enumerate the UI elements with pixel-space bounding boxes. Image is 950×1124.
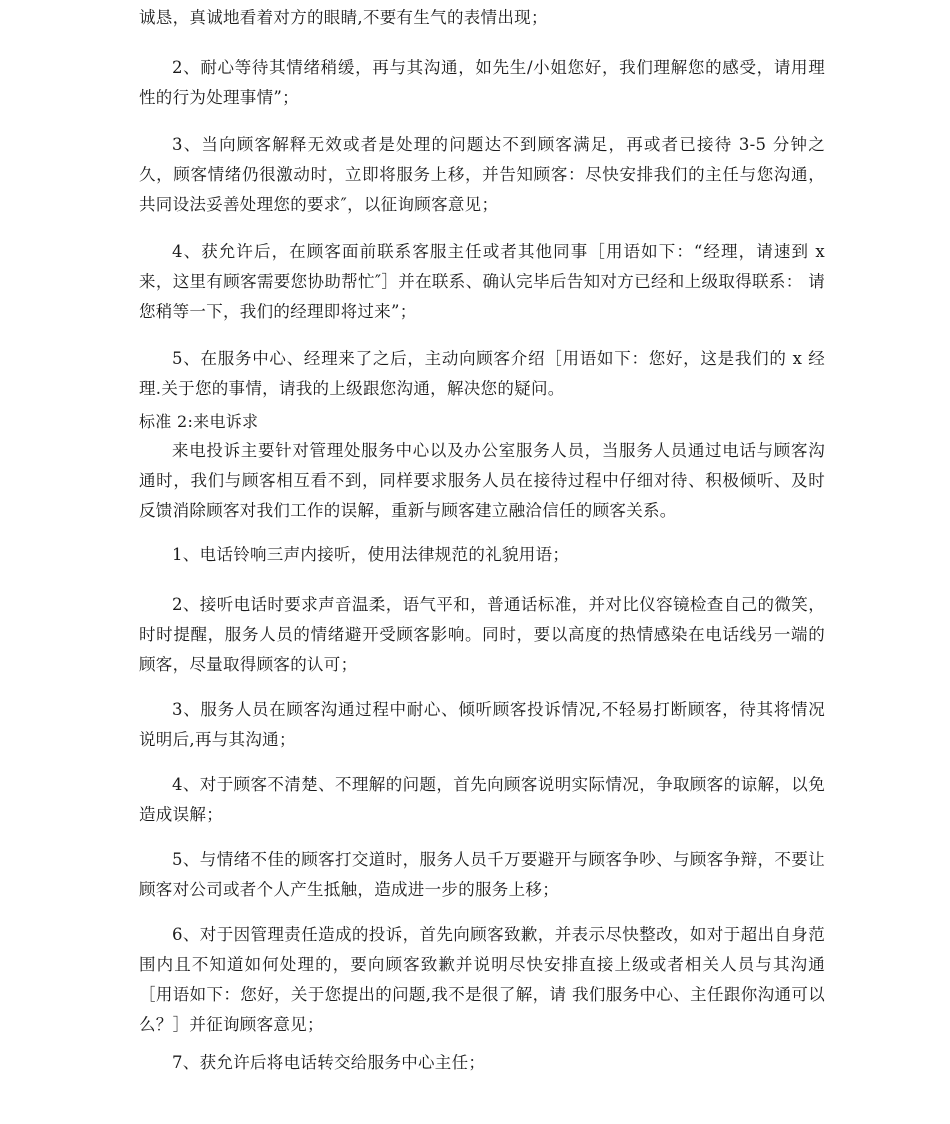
- phone-step-4: 4、对于顾客不清楚、不理解的问题，首先向顾客说明实际情况，争取顾客的谅解，以免造成误解；: [139, 775, 825, 824]
- phone-step-5: 5、与情绪不佳的顾客打交道时，服务人员千万要避开与顾客争吵、与顾客争辩，不要让顾客对公司或者个人产生抵触，造成进一步的服务上移；: [139, 850, 825, 899]
- phone-step-1: 1、电话铃响三声内接听，使用法律规范的礼貌用语；: [172, 545, 570, 564]
- phone-step-3: 3、服务人员在顾客沟通过程中耐心、倾听顾客投诉情况,不轻易打断顾客，待其将情况说明后,再与其沟通；: [139, 700, 825, 749]
- paragraph-step-5: 5、在服务中心、经理来了之后，主动向顾客介绍［用语如下：您好，这是我们的 x 经理.关于您的事情，请我的上级跟您沟通，解决您的疑问。: [139, 349, 825, 398]
- paragraph-step-4: 4、获允许后，在顾客面前联系客服主任或者其他同事［用语如下：“经理，请速到 x 来，这里有顾客需要您协助帮忙″］并在联系、确认完毕后告知对方已经和上级取得联系： 请您稍等一下，我们的经理即将过来”；: [139, 242, 825, 321]
- paragraph-step-2: 2、耐心等待其情绪稍缓，再与其沟通，如先生/小姐您好，我们理解您的感受，请用理性的行为处理事情”；: [139, 58, 825, 107]
- phone-step-7: 7、获允许后将电话转交给服务中心主任；: [172, 1053, 486, 1072]
- section-heading: 标准 2:来电诉求: [139, 412, 259, 431]
- paragraph-continuation: 诚恳，真诚地看着对方的眼睛,不要有生气的表情出现；: [139, 8, 548, 27]
- phone-step-6: 6、对于因管理责任造成的投诉，首先向顾客致歉，并表示尽快整改，如对于超出自身范围内且不知道如何处理的，要向顾客致歉并说明尽快安排直接上级或者相关人员与其沟通［用语如下：您好，关于您提出的问题,我不是很了解，请 我们服务中心、主任跟你沟通可以么？］并征询顾客意见；: [139, 925, 825, 1034]
- document-page: [139, 0, 825, 1078]
- paragraph-step-3: 3、当向顾客解释无效或者是处理的问题达不到顾客满足，再或者已接待 3-5 分钟之久，顾客情绪仍很激动时，立即将服务上移，并告知顾客：尽快安排我们的主任与您沟通，共同设法妥善处理您的要求″，以征询顾客意见；: [139, 135, 825, 214]
- phone-step-2: 2、接听电话时要求声音温柔，语气平和，普通话标准，并对比仪容镜检查自己的微笑，时时提醒，服务人员的情绪避开受顾客影响。同时，要以高度的热情感染在电话线另一端的顾客，尽量取得顾客的认可；: [139, 595, 825, 674]
- section-intro: 来电投诉主要针对管理处服务中心以及办公室服务人员，当服务人员通过电话与顾客沟通时，我们与顾客相互看不到，同样要求服务人员在接待过程中仔细对待、积极倾听、及时反馈消除顾客对我们工作的误解，重新与顾客建立融洽信任的顾客关系。: [139, 441, 825, 520]
